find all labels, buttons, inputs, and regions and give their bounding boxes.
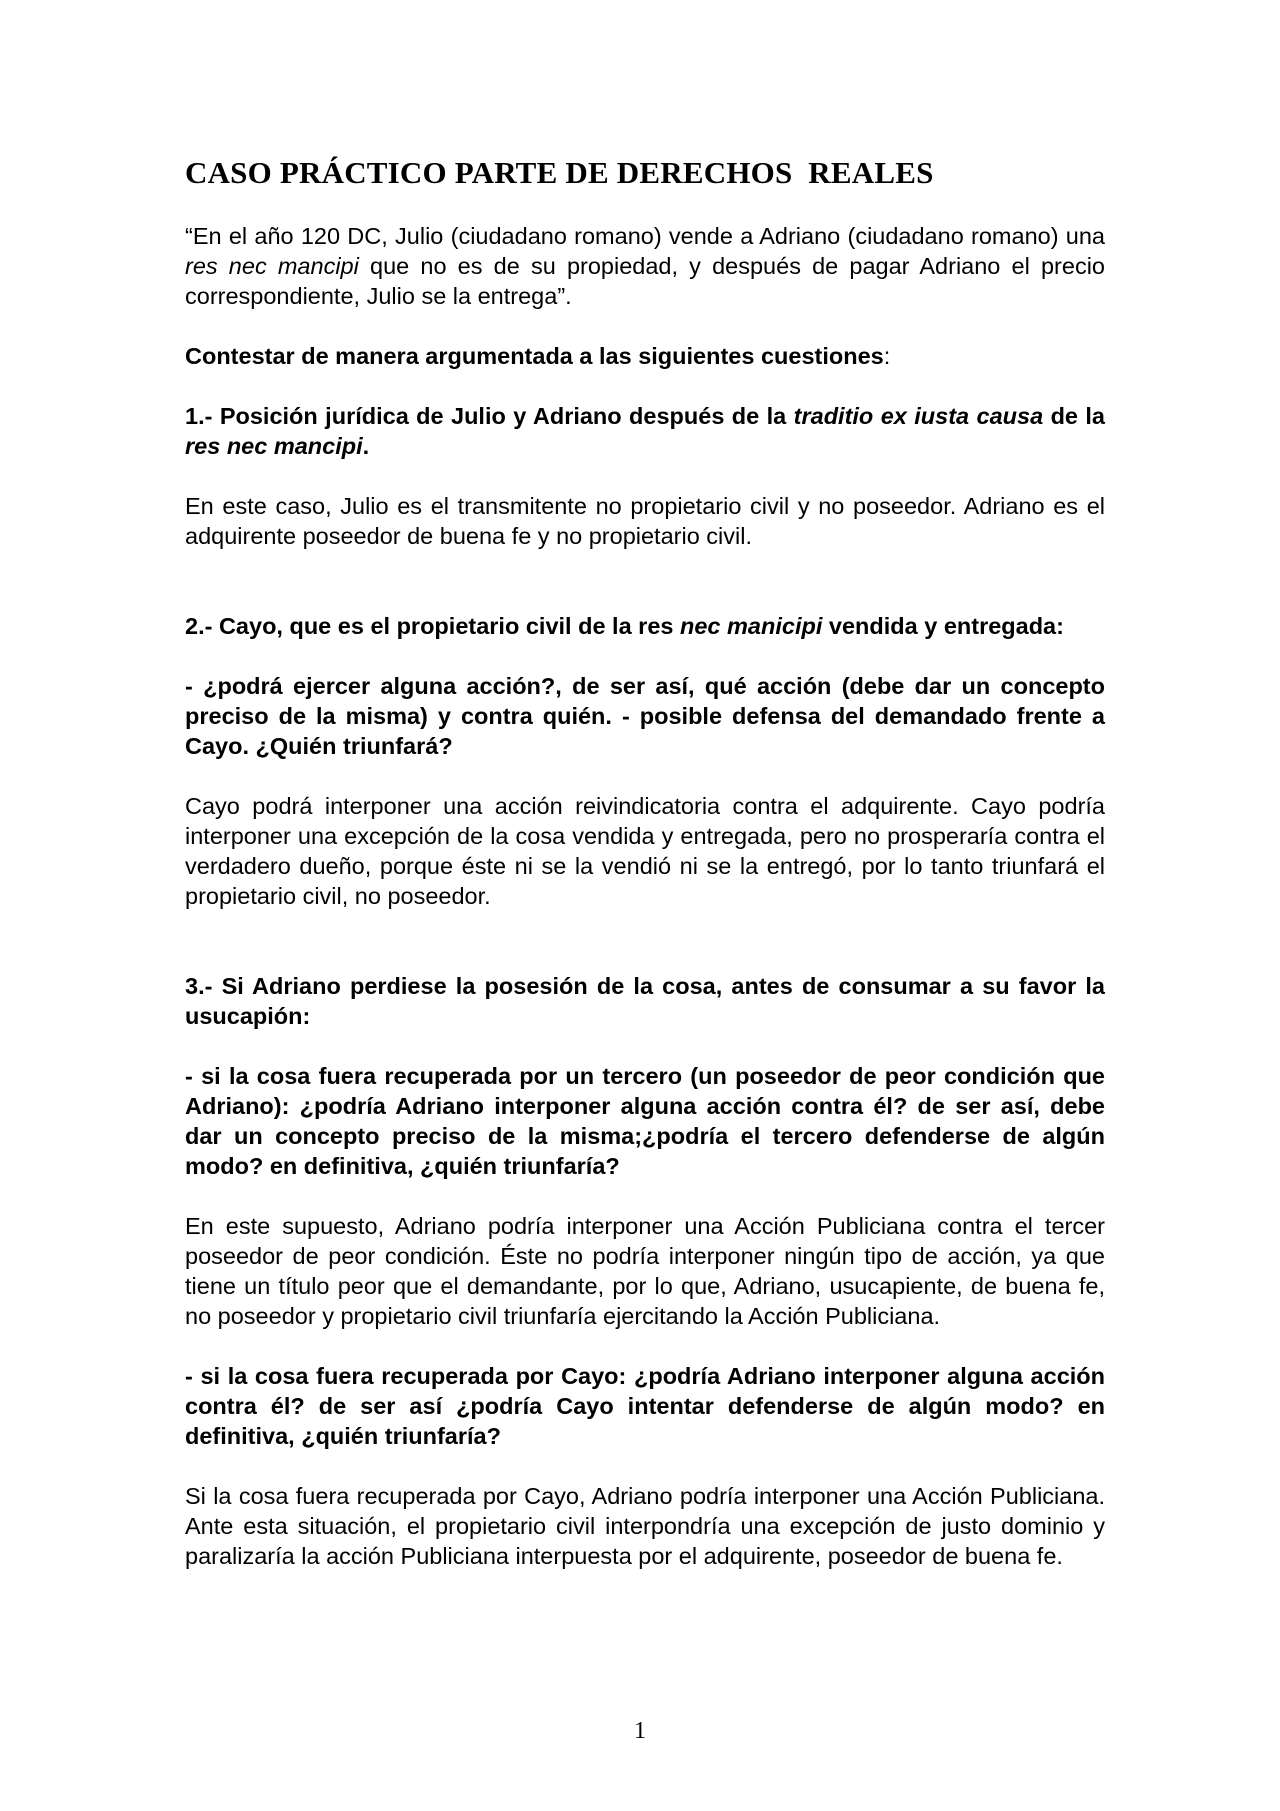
question-1-connector: de la [1043, 403, 1105, 429]
answer-3-1: En este supuesto, Adriano podría interponer una Acción Publiciana contra el tercer poseedor de peor condición. Éste no podría interponer ningún tipo de acción, ya que tiene un título peor que el demandante, por lo que, Adriano, usucapiente, de buena fe, no poseedor y propietario civil triunfaría ejercitando la Acción Publiciana. [185, 1213, 1105, 1329]
document-title: CASO PRÁCTICO PARTE DE DERECHOS REALES [185, 155, 934, 190]
question-1-term-2: res nec mancipi [185, 433, 363, 459]
question-2-subquestion: - ¿podrá ejercer alguna acción?, de ser así, qué acción (debe dar un concepto preciso de la misma) y contra quién. - posible defensa del demandado frente a Cayo. ¿Quién triunfará? [185, 673, 1105, 759]
case-text: “En el año 120 DC, Julio (ciudadano romano) vende a Adriano (ciudadano romano) una [185, 223, 1105, 249]
answer-1: En este caso, Julio es el transmitente no propietario civil y no poseedor. Adriano es el adquirente poseedor de buena fe y no propietario civil. [185, 493, 1105, 549]
question-2 [185, 611, 1105, 641]
question-1-text: 1.- Posición jurídica de Julio y Adriano después de la [185, 403, 794, 429]
page-number: 1 [634, 1718, 646, 1744]
question-2-end: vendida y entregada: [822, 613, 1064, 639]
question-3-subquestion-2: - si la cosa fuera recuperada por Cayo: ¿podría Adriano interponer alguna acción contra él? de ser así ¿podría Cayo intentar defenderse de algún modo? en definitiva, ¿quién triunfaría? [185, 1363, 1105, 1449]
question-1 [185, 401, 1105, 461]
case-statement [185, 221, 1105, 311]
question-2-term: nec manicipi [680, 613, 823, 639]
question-3-subquestion-1: - si la cosa fuera recuperada por un tercero (un poseedor de peor condición que Adriano): ¿podría Adriano interponer alguna acción contra él? de ser así, debe dar un concepto preciso de la misma;¿podría el tercero defenderse de algún modo? en definitiva, ¿quién triunfaría? [185, 1063, 1105, 1179]
answer-2: Cayo podrá interponer una acción reivindicatoria contra el adquirente. Cayo podría interponer una excepción de la cosa vendida y entregada, pero no prosperaría contra el verdadero dueño, porque éste ni se la vendió ni se la entregó, por lo tanto triunfará el propietario civil, no poseedor. [185, 793, 1105, 909]
case-term: res nec mancipi [185, 253, 359, 279]
question-1-term: traditio ex iusta causa [793, 403, 1044, 429]
question-2-text: 2.- Cayo, que es el propietario civil de la res [185, 613, 680, 639]
question-1-end: . [362, 433, 370, 459]
instruction-text: Contestar de manera argumentada a las siguientes cuestiones [185, 343, 884, 369]
answer-3-2: Si la cosa fuera recuperada por Cayo, Adriano podría interponer una Acción Publiciana. Ante esta situación, el propietario civil interpondría una excepción de justo dominio y paralizaría la acción Publiciana interpuesta por el adquirente, poseedor de buena fe. [185, 1483, 1105, 1569]
instruction-colon: : [883, 343, 891, 369]
question-3: 3.- Si Adriano perdiese la posesión de la cosa, antes de consumar a su favor la usucapión: [185, 973, 1105, 1029]
document-body [185, 155, 1105, 1571]
case-text-end: que no es de su propiedad, y después de pagar Adriano el precio correspondiente, Julio se la entrega”. [185, 253, 1105, 309]
instruction [185, 341, 1105, 371]
